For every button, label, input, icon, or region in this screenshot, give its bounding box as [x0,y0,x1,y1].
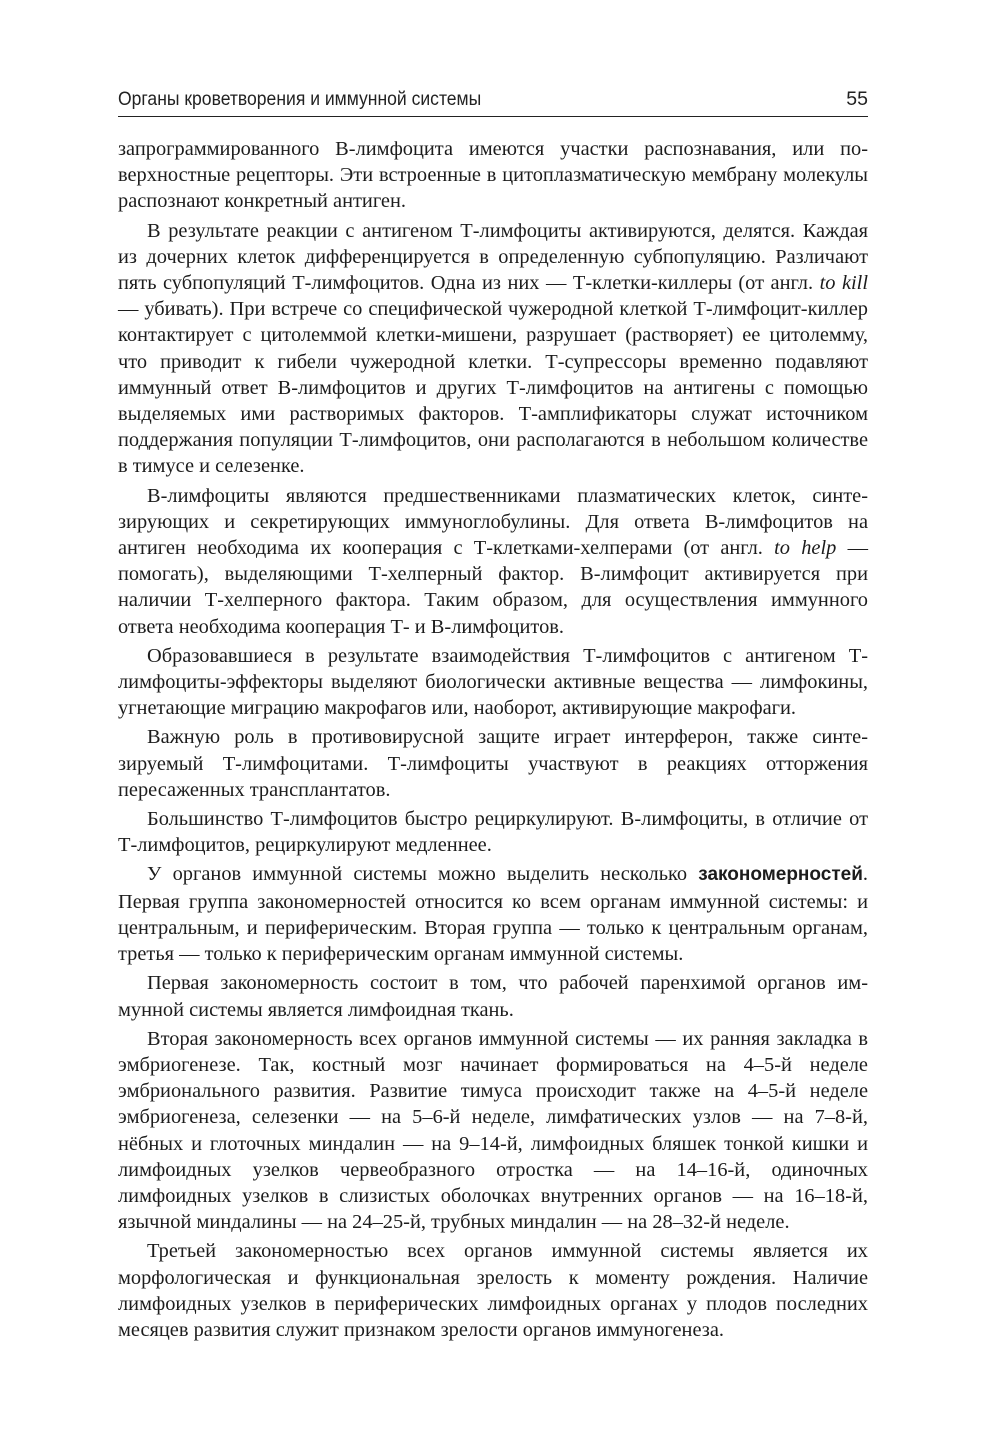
chapter-title: Органы кроветворения и иммунной системы [118,88,482,110]
paragraph: В результате реакции с антигеном Т-лимфоциты активируются, делятся. Каждая из дочерних клеток дифференцируется в определенную субпопуляцию. Различают пять субпопуляций Т-лимфоцитов. Одна из них — Т-клетки-киллеры (от англ. to kill — убивать). При встрече со специфической чужеродной клеткой Т-лимфоцит-киллер контактирует с цитолеммой клетки-мишени, разрушает (растворяет) ее цитолемму, что приводит к гибели чужеродной клетки. Т-супрессоры временно подавляют иммунный ответ В-лимфоцитов и других Т-лимфоцитов на антигены с помощью выделяемых ими растворимых факторов. Т-амплификаторы служат источником поддержания популяции Т-лимфоцитов, они располагаются в небольшом количестве в тимусе и селезенке. [118,219,868,478]
paragraph: Образовавшиеся в результате взаимодействия Т-лимфоцитов с антигеном Т-лимфоциты-эффекторы выделяют биологически активные вещества — лимфокины, угнетающие миграцию макрофагов или, наоборот, активирующие макрофаги. [118,644,868,720]
key-term: закономерностей [698,864,863,886]
emphasis: to help [774,537,837,560]
paragraph: В-лимфоциты являются предшественниками плазматических клеток, синтезирующих и секретирующих иммуноглобулины. Для ответа В-лимфоцитов на антиген необходима их кооперация с Т-клетками-хелперами (от англ. to help — помогать), выделяющими Т-хелперный фактор. В-лимфоцит активируется при наличии Т-хелперного фактора. Таким образом, для осуществления иммунного ответа необходима кооперация Т- и В-лимфоцитов. [118,484,868,638]
paragraph: Большинство Т-лимфоцитов быстро рециркулируют. В-лимфоциты, в отличие от Т-лимфоцитов, рециркулируют медленнее. [118,808,868,857]
paragraph: Первая закономерность состоит в том, что рабочей паренхимой органов иммунной системы является лимфоидная ткань. [118,972,868,1021]
paragraph: Важную роль в противовирусной защите играет интерферон, также синтезируемый Т-лимфоцитами. Т-лимфоциты участвуют в реакциях отторжения пересаженных трансплантатов. [118,726,868,801]
paragraph: У органов иммунной системы можно выделить несколько закономерностей. Первая группа закономерностей относится ко всем органам иммунной системы: и центральным, и периферическим. Вторая группа — только к центральным органам, третья — только к периферическим органам иммунной системы. [118,863,868,966]
paragraph: Третьей закономерностью всех органов иммунной системы является их морфологическая и функциональная зрелость к моменту рождения. Наличие лимфоидных узелков в периферических лимфоидных органах у плодов последних месяцев развития служит признаком зрелости органов иммуногенеза. [118,1240,868,1341]
running-header [118,86,868,117]
body-text [118,136,868,1346]
paragraph: Вторая закономерность всех органов иммунной системы — их ранняя закладка в эмбриогенезе. Так, костный мозг начинает формироваться на 4–5-й неделе эмбрионального развития. Развитие тимуса происходит также на 4–5-й неделе эмбриогенеза, селезенки — на 5–6-й неделе, лимфатических узлов — на 7–8-й, нёбных и глоточных миндалин — на 9–14-й, лимфоидных бляшек тонкой кишки и лимфоидных узелков червеобразного отростка — на 14–16-й, одиночных лимфоидных узелков в слизистых оболочках внутренних органов — на 16–18-й, язычной миндалины — на 24–25-й, трубных миндалин — на 28–32-й неделе. [118,1027,868,1234]
emphasis: to kill [819,272,868,295]
paragraph: запрограммированного В-лимфоцита имеются участки распознавания, или поверхностные рецепторы. Эти встроенные в цитоплазматическую мембрану молекулы распознают конкретный антиген. [118,138,868,213]
page-number: 55 [846,88,868,110]
